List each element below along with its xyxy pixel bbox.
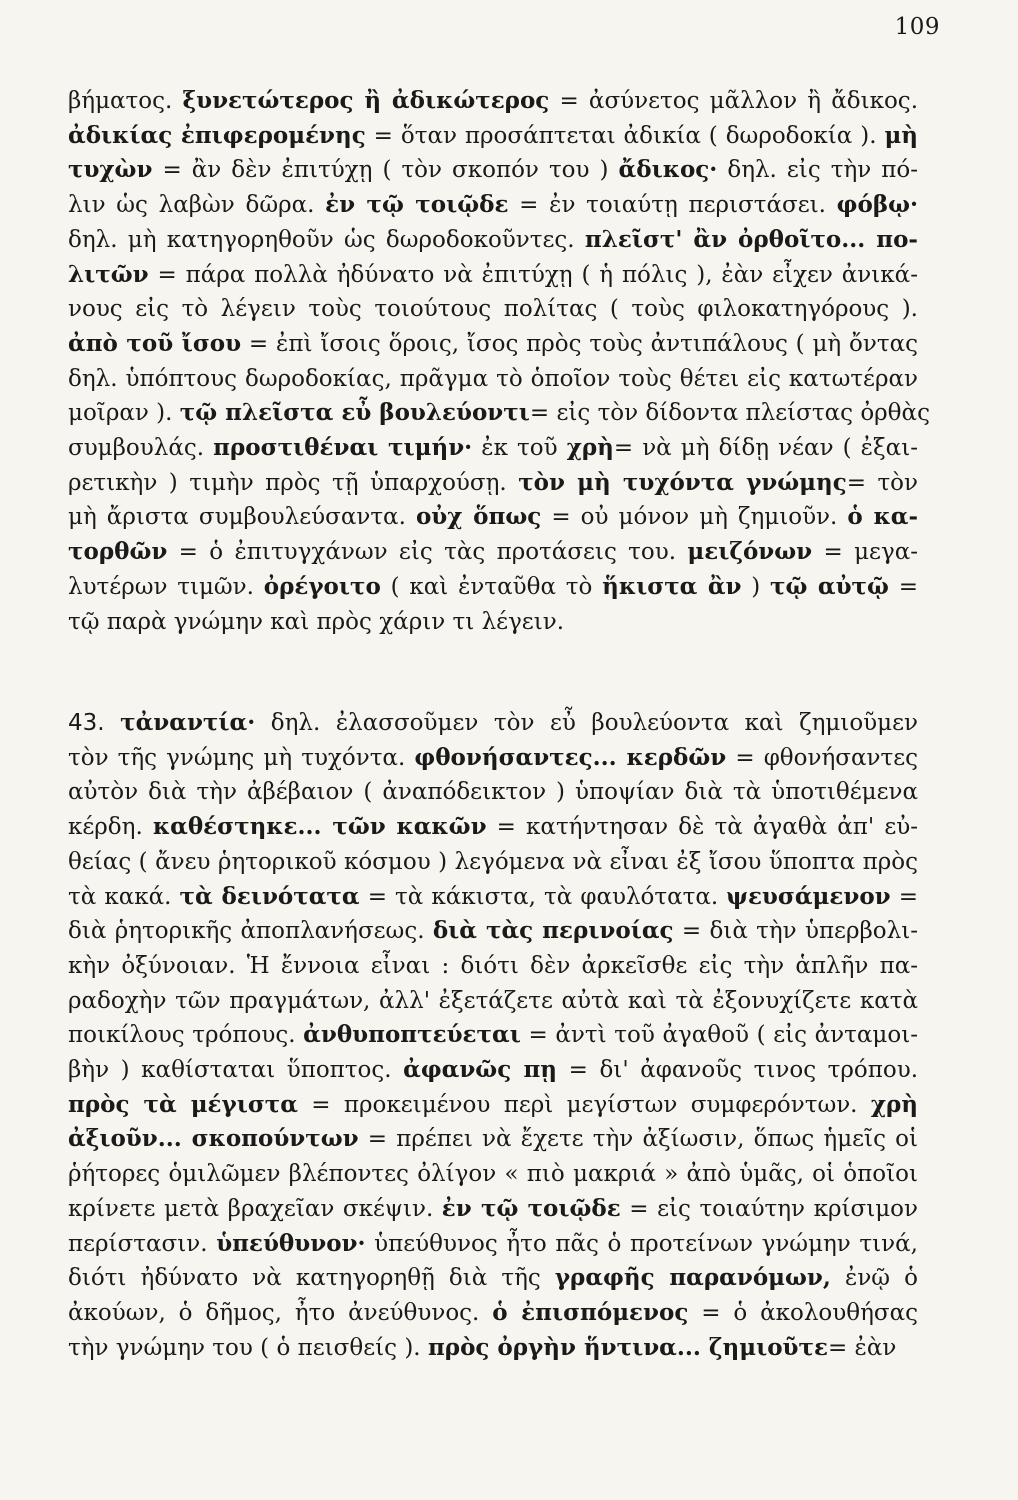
gloss-text: διὰ ῥητορικῆς ἀποπλανήσεως. xyxy=(68,918,433,945)
text-line xyxy=(68,949,918,984)
gloss-text: = ἀσύνετος μᾶλλον ἢ ἄδικος. xyxy=(549,88,919,114)
page-number: 109 xyxy=(894,14,940,40)
text-line xyxy=(68,605,918,640)
gloss-text: περίστασιν. xyxy=(68,1230,217,1257)
lemma-term: λιτῶν xyxy=(68,260,149,288)
gloss-text: θείας ( ἄνευ ῥητορικοῦ κόσμου ) λεγόμενα νὰ εἶναι ἐξ ἴσου ὕποπτα πρὸς xyxy=(68,848,918,875)
lemma-term: ἥκιστα ἂν xyxy=(602,572,742,600)
text-line xyxy=(68,500,918,535)
gloss-text: αὐτὸν διὰ τὴν ἀβέβαιον ( ἀναπόδεικτον ) ὑποψίαν διὰ τὰ ὑποτιθέμενα xyxy=(68,779,918,806)
lemma-term: φθονήσαντες... κερδῶν xyxy=(414,743,727,771)
text-line xyxy=(68,119,918,154)
lemma-term: πρὸς τὰ μέγιστα xyxy=(68,1090,298,1118)
gloss-text: βὴν ) καθίσταται ὕποπτος. xyxy=(68,1057,404,1084)
gloss-text: κέρδη. xyxy=(68,814,153,841)
text-line xyxy=(68,327,918,362)
paragraph-commentary-43 xyxy=(68,706,918,1365)
text-line xyxy=(68,1157,918,1192)
text-line xyxy=(68,1261,918,1296)
text-line xyxy=(68,706,918,741)
gloss-text: = ὁ ἀκολουθήσας xyxy=(688,1299,918,1326)
gloss-text: ) xyxy=(741,573,771,600)
gloss-text: τὰ κακά. xyxy=(68,883,180,910)
text-line xyxy=(68,1088,918,1123)
lemma-term: διὰ τὰς περινοίας xyxy=(432,917,674,945)
gloss-text: λυτέρων τιμῶν. xyxy=(68,573,264,600)
gloss-text: κρίνετε μετὰ βραχεῖαν σκέψιν. xyxy=(68,1195,442,1222)
lemma-term: πρὸς ὀργὴν ἥντινα... ζημιοῦτε xyxy=(427,1333,828,1361)
gloss-text: = προκειμένου περὶ μεγίστων συμφερόντων. xyxy=(297,1091,871,1118)
gloss-text: τὴν γνώμην του ( ὁ πεισθείς ). xyxy=(68,1334,428,1361)
lemma-term: τυχὼν xyxy=(68,156,153,184)
gloss-text: = νὰ μὴ δίδῃ νέαν ( ἐξαι- xyxy=(613,435,918,462)
gloss-text: ( καὶ ἐνταῦθα τὸ xyxy=(380,573,603,600)
gloss-text: = πάρα πολλὰ ἠδύνατο νὰ ἐπιτύχῃ ( ἡ πόλις ), ἐὰν εἶχεν ἀνικά- xyxy=(148,261,918,288)
gloss-text: ποικίλους τρόπους. xyxy=(68,1022,304,1049)
text-line xyxy=(68,810,918,845)
gloss-text: = xyxy=(888,573,918,600)
text-line xyxy=(68,845,918,880)
lemma-term: οὐχ ὅπως xyxy=(415,503,542,531)
text-line xyxy=(68,1296,918,1331)
gloss-text: = τὰ κάκιστα, τὰ φαυλότατα. xyxy=(359,883,727,910)
text-line xyxy=(68,362,918,397)
lemma-term: μειζόνων xyxy=(687,538,813,566)
lemma-term: ἐν τῷ τοιῷδε xyxy=(325,191,509,219)
lemma-term: ψευσάμενον xyxy=(726,882,891,910)
gloss-text: = διὰ τὴν ὑπερβολι- xyxy=(673,918,918,945)
gloss-text: = δι' ἀφανοῦς τινος τρόπου. xyxy=(557,1057,919,1084)
gloss-text: βήματος. xyxy=(68,88,183,114)
gloss-text: νους εἰς τὸ λέγειν τοὺς τοιούτους πολίτας ( τοὺς φιλοκατηγόρους ). xyxy=(68,296,918,323)
gloss-text: = ὁ ἐπιτυγχάνων εἰς τὰς προτάσεις του. xyxy=(167,539,688,566)
text-line xyxy=(68,466,918,501)
gloss-text: = ἐπὶ ἴσοις ὅροις, ἴσος πρὸς τοὺς ἀντιπάλους ( μὴ ὄντας xyxy=(241,330,918,357)
lemma-term: ὁ ἐπισπόμενος xyxy=(492,1298,689,1326)
lemma-term: τὸν μὴ τυχόντα γνώμης xyxy=(518,468,847,496)
lemma-term: ἀφανῶς πῃ xyxy=(403,1056,558,1084)
gloss-text: λιν ὡς λαβὼν δῶρα. xyxy=(68,192,326,219)
gloss-text: = ὅταν προσάπτεται ἀδικία ( δωροδοκία ). xyxy=(365,122,885,149)
text-line xyxy=(68,984,918,1019)
text-line xyxy=(68,1053,918,1088)
gloss-text: = κατήντησαν δὲ τὰ ἀγαθὰ ἀπ' εὐ- xyxy=(486,814,918,841)
lemma-term: τῷ πλεῖστα εὖ βουλεύοντι xyxy=(179,399,530,427)
text-line xyxy=(68,1331,918,1366)
lemma-term: χρὴ xyxy=(566,434,614,462)
text-line xyxy=(68,741,918,776)
lemma-term: ἀνθυποπτεύεται xyxy=(303,1021,521,1049)
text-line xyxy=(68,1192,918,1227)
gloss-text: δηλ. ἐλασσοῦμεν τὸν εὖ βουλεύοντα καὶ ζημιοῦμεν xyxy=(255,710,918,736)
gloss-text: = οὐ μόνον μὴ ζημιοῦν. xyxy=(541,504,848,531)
lemma-term: ὀρέγοιτο xyxy=(263,572,381,600)
gloss-text: μὴ ἄριστα συμβουλεύσαντα. xyxy=(68,504,416,531)
gloss-text: δηλ. εἰς τὴν πό- xyxy=(717,157,919,184)
gloss-text: ὑπεύθυνος ἦτο πᾶς ὁ προτείνων γνώμην τινά, xyxy=(365,1230,918,1257)
text-line xyxy=(68,1018,918,1053)
lemma-term: τἀναντία· xyxy=(120,709,256,736)
gloss-text: = ἀντὶ τοῦ ἀγαθοῦ ( εἰς ἀνταμοι- xyxy=(520,1022,919,1049)
gloss-text: ἐνῷ ὁ xyxy=(830,1265,918,1292)
paragraph-number: 43. xyxy=(68,710,121,736)
text-line xyxy=(68,1227,918,1262)
gloss-text: = φθονήσαντες xyxy=(726,744,919,771)
gloss-text: ἀκούων, ὁ δῆμος, ἦτο ἀνεύθυνος. xyxy=(68,1299,493,1326)
gloss-text: = xyxy=(890,883,918,910)
lemma-term: ὁ κα- xyxy=(847,503,919,531)
text-line xyxy=(68,1122,918,1157)
lemma-term: ἐν τῷ τοιῷδε xyxy=(441,1194,621,1222)
paragraph-commentary-42 xyxy=(68,84,930,639)
text-line xyxy=(68,292,918,327)
gloss-text: = εἰς τοιαύτην κρίσιμον xyxy=(620,1195,918,1222)
gloss-text: διότι ἠδύνατο νὰ κατηγορηθῇ διὰ τῆς xyxy=(68,1265,555,1292)
lemma-term: χρὴ xyxy=(870,1090,918,1118)
text-line xyxy=(68,431,918,466)
lemma-term: ἀπὸ τοῦ ἴσου xyxy=(68,329,242,357)
lemma-term: ὑπεύθυνον· xyxy=(216,1229,366,1257)
text-line xyxy=(68,535,918,570)
gloss-text: = πρέπει νὰ ἔχετε τὴν ἀξίωσιν, ὅπως ἡμεῖς οἱ xyxy=(358,1126,919,1153)
gloss-text: μοῖραν ). xyxy=(68,400,180,427)
gloss-text: = ἐν τοιαύτῃ περιστάσει. xyxy=(508,192,837,219)
lemma-term: τῷ αὐτῷ xyxy=(770,572,889,600)
lemma-term: γραφῆς παρανόμων, xyxy=(554,1264,831,1292)
lemma-term: ἀδικίας ἐπιφερομένης xyxy=(68,121,366,149)
gloss-text: τὸν τῆς γνώμης μὴ τυχόντα. xyxy=(68,744,415,771)
text-line xyxy=(68,188,918,223)
gloss-text: = ἐὰν xyxy=(827,1334,897,1361)
gloss-text: ἐκ τοῦ xyxy=(472,435,567,462)
gloss-text: δηλ. μὴ κατηγορηθοῦν ὡς δωροδοκοῦντες. xyxy=(68,226,585,253)
text-line xyxy=(68,914,918,949)
gloss-text: τῷ παρὰ γνώμην καὶ πρὸς χάριν τι λέγειν. xyxy=(68,608,565,635)
gloss-text: = εἰς τὸν δίδοντα πλείστας ὀρθὰς xyxy=(529,400,930,427)
lemma-term: πλεῖστ' ἂν ὀρθοῖτο... πο- xyxy=(584,225,918,253)
gloss-text: κὴν ὀξύνοιαν. Ἡ ἔννοια εἶναι : διότι δὲν ἀρκεῖσθε εἰς τὴν ἁπλῆν πα- xyxy=(68,952,918,979)
text-line xyxy=(68,570,918,605)
text-line xyxy=(68,775,918,810)
gloss-text: ραδοχὴν τῶν πραγμάτων, ἀλλ' ἐξετάζετε αὐτὰ καὶ τὰ ἐξονυχίζετε κατὰ xyxy=(68,987,918,1014)
lemma-term: τὰ δεινότατα xyxy=(179,882,360,910)
gloss-text: = μεγα- xyxy=(812,539,918,566)
gloss-text: συμβουλάς. xyxy=(68,435,214,462)
text-line xyxy=(68,84,918,119)
lemma-term: καθέστηκε... τῶν κακῶν xyxy=(152,813,487,841)
gloss-text: ῥήτορες ὁμιλῶμεν βλέποντες ὀλίγον « πιὸ μακριά » ἀπὸ ὑμᾶς, οἱ ὁποῖοι xyxy=(68,1161,918,1188)
lemma-term: προστιθέναι τιμήν· xyxy=(213,434,473,462)
text-line xyxy=(68,396,930,431)
lemma-term: ἄδικος· xyxy=(618,156,718,184)
lemma-term: τορθῶν xyxy=(68,538,168,566)
text-line xyxy=(68,258,918,293)
text-line xyxy=(68,223,918,258)
lemma-term: μὴ xyxy=(884,121,919,149)
text-line xyxy=(68,153,918,188)
gloss-text: δηλ. ὑπόπτους δωροδοκίας, πρᾶγμα τὸ ὁποῖον τοὺς θέτει εἰς κατωτέραν xyxy=(68,365,918,392)
lemma-term: ἀξιοῦν... σκοπούντων xyxy=(68,1125,359,1153)
gloss-text: ρετικὴν ) τιμὴν πρὸς τῇ ὑπαρχούσῃ. xyxy=(68,469,519,496)
gloss-text: = τὸν xyxy=(846,469,919,496)
text-line xyxy=(68,880,918,915)
lemma-term: φόβῳ· xyxy=(836,191,919,219)
lemma-term: ξυνετώτερος ἢ ἀδικώτερος xyxy=(182,87,550,114)
gloss-text: = ἂν δὲν ἐπιτύχῃ ( τὸν σκοπόν του ) xyxy=(152,157,619,184)
